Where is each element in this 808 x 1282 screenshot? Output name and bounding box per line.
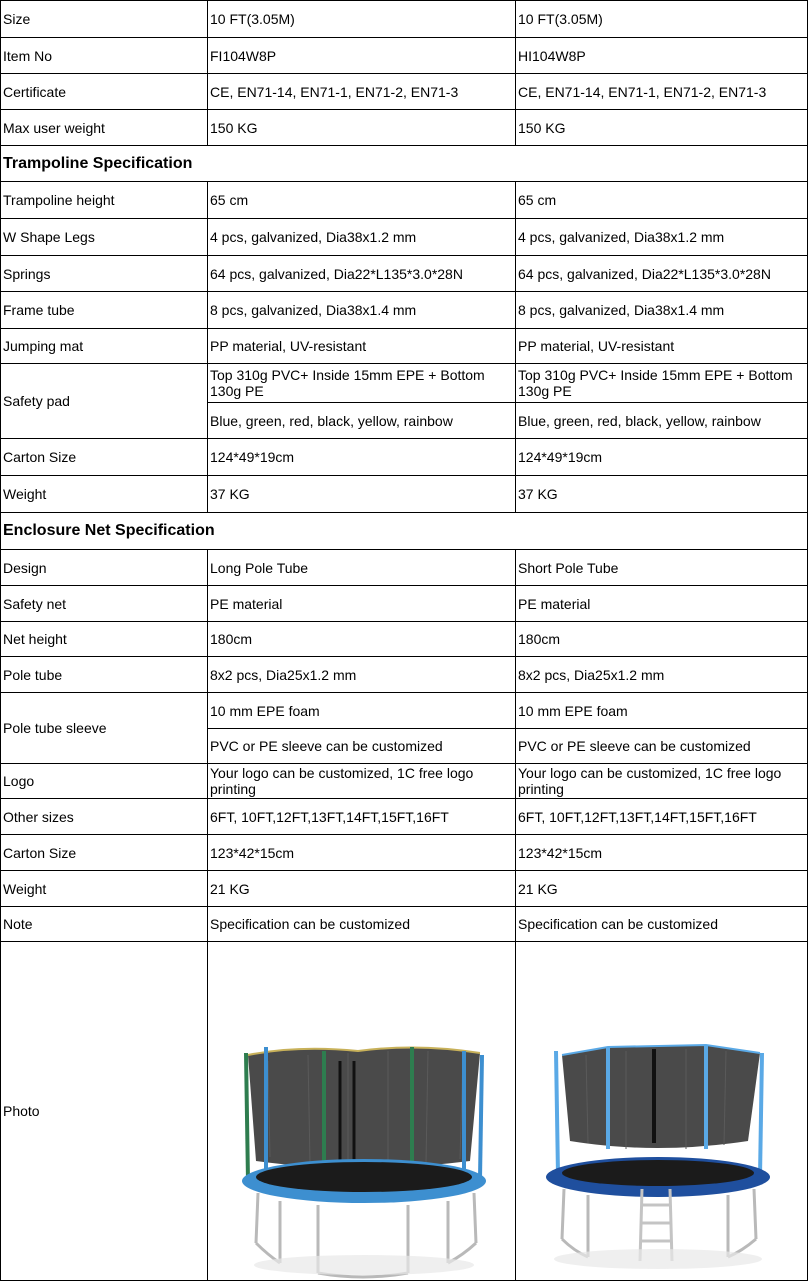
table-row [1,835,808,871]
cell-model-a: PVC or PE sleeve can be customized [208,729,516,764]
cell-model-b: 8 pcs, galvanized, Dia38x1.4 mm [516,292,808,329]
cell-model-a: 65 cm [208,182,516,219]
cell-model-a: 10 FT(3.05M) [208,1,516,38]
table-row [1,907,808,942]
table-row [1,110,808,146]
table-row [1,799,808,835]
row-label: Weight [1,476,208,513]
row-label: Pole tube [1,657,208,693]
cell-model-a: 8 pcs, galvanized, Dia38x1.4 mm [208,292,516,329]
cell-model-b: 8x2 pcs, Dia25x1.2 mm [516,657,808,693]
cell-model-b: Top 310g PVC+ Inside 15mm EPE + Bottom 130g PE [516,364,808,403]
cell-model-a: CE, EN71-14, EN71-1, EN71-2, EN71-3 [208,74,516,110]
table-row [1,439,808,476]
table-row [1,871,808,907]
cell-model-a: 150 KG [208,110,516,146]
table-row [1,292,808,329]
cell-model-b: PP material, UV-resistant [516,329,808,364]
cell-model-b: 64 pcs, galvanized, Dia22*L135*3.0*28N [516,256,808,292]
row-label: Logo [1,764,208,799]
table-row [1,1,808,38]
cell-model-b: 150 KG [516,110,808,146]
row-label: Carton Size [1,835,208,871]
cell-model-a: Specification can be customized [208,907,516,942]
section-header-row [1,513,808,550]
cell-model-a: 8x2 pcs, Dia25x1.2 mm [208,657,516,693]
table-row [1,657,808,693]
cell-model-a: 123*42*15cm [208,835,516,871]
row-label: Jumping mat [1,329,208,364]
cell-model-a: Top 310g PVC+ Inside 15mm EPE + Bottom 130g PE [208,364,516,403]
table-row [1,764,808,799]
cell-model-b: Specification can be customized [516,907,808,942]
row-label: Safety pad [1,364,208,439]
photo-row [1,942,808,1281]
row-label: W Shape Legs [1,219,208,256]
row-label: Safety net [1,586,208,622]
row-label: Other sizes [1,799,208,835]
table-row [1,364,808,403]
cell-model-a: 64 pcs, galvanized, Dia22*L135*3.0*28N [208,256,516,292]
cell-model-b: 10 FT(3.05M) [516,1,808,38]
row-label: Note [1,907,208,942]
cell-model-a: PP material, UV-resistant [208,329,516,364]
table-row [1,38,808,74]
cell-model-b: 6FT, 10FT,12FT,13FT,14FT,15FT,16FT [516,799,808,835]
row-label: Springs [1,256,208,292]
cell-model-b: 10 mm EPE foam [516,693,808,729]
table-row [1,329,808,364]
table-row [1,622,808,657]
table-row [1,219,808,256]
row-label: Frame tube [1,292,208,329]
cell-model-b: 21 KG [516,871,808,907]
cell-model-b: CE, EN71-14, EN71-1, EN71-2, EN71-3 [516,74,808,110]
cell-model-a: Your logo can be customized, 1C free logo printing [208,764,516,799]
section-title-trampoline: Trampoline Specification [1,146,808,182]
cell-model-a: 37 KG [208,476,516,513]
section-title-enclosure: Enclosure Net Specification [1,513,808,550]
cell-model-a: FI104W8P [208,38,516,74]
table-row [1,182,808,219]
row-label: Size [1,1,208,38]
cell-model-b: Your logo can be customized, 1C free logo printing [516,764,808,799]
cell-model-b: 4 pcs, galvanized, Dia38x1.2 mm [516,219,808,256]
row-label: Item No [1,38,208,74]
row-label: Carton Size [1,439,208,476]
cell-model-a: 4 pcs, galvanized, Dia38x1.2 mm [208,219,516,256]
table-row [1,550,808,586]
trampoline-long-pole-image [208,943,514,1280]
table-row [1,256,808,292]
row-label: Design [1,550,208,586]
row-label: Photo [1,942,208,1281]
table-row [1,586,808,622]
cell-model-a: PE material [208,586,516,622]
cell-model-a: Long Pole Tube [208,550,516,586]
cell-model-a: 6FT, 10FT,12FT,13FT,14FT,15FT,16FT [208,799,516,835]
photo-model-a [208,942,516,1281]
row-label: Pole tube sleeve [1,693,208,764]
cell-model-b: 65 cm [516,182,808,219]
trampoline-short-pole-image [516,943,806,1280]
row-label: Net height [1,622,208,657]
cell-model-a: 10 mm EPE foam [208,693,516,729]
cell-model-b: 124*49*19cm [516,439,808,476]
section-header-row [1,146,808,182]
cell-model-b: PVC or PE sleeve can be customized [516,729,808,764]
cell-model-b: Blue, green, red, black, yellow, rainbow [516,403,808,439]
cell-model-b: 37 KG [516,476,808,513]
table-row [1,476,808,513]
table-row [1,74,808,110]
cell-model-b: Short Pole Tube [516,550,808,586]
cell-model-b: 180cm [516,622,808,657]
table-row [1,693,808,729]
row-label: Max user weight [1,110,208,146]
row-label: Certificate [1,74,208,110]
cell-model-b: PE material [516,586,808,622]
cell-model-a: 21 KG [208,871,516,907]
photo-model-b [516,942,808,1281]
row-label: Trampoline height [1,182,208,219]
cell-model-b: 123*42*15cm [516,835,808,871]
cell-model-a: 124*49*19cm [208,439,516,476]
row-label: Weight [1,871,208,907]
cell-model-b: HI104W8P [516,38,808,74]
cell-model-a: 180cm [208,622,516,657]
cell-model-a: Blue, green, red, black, yellow, rainbow [208,403,516,439]
